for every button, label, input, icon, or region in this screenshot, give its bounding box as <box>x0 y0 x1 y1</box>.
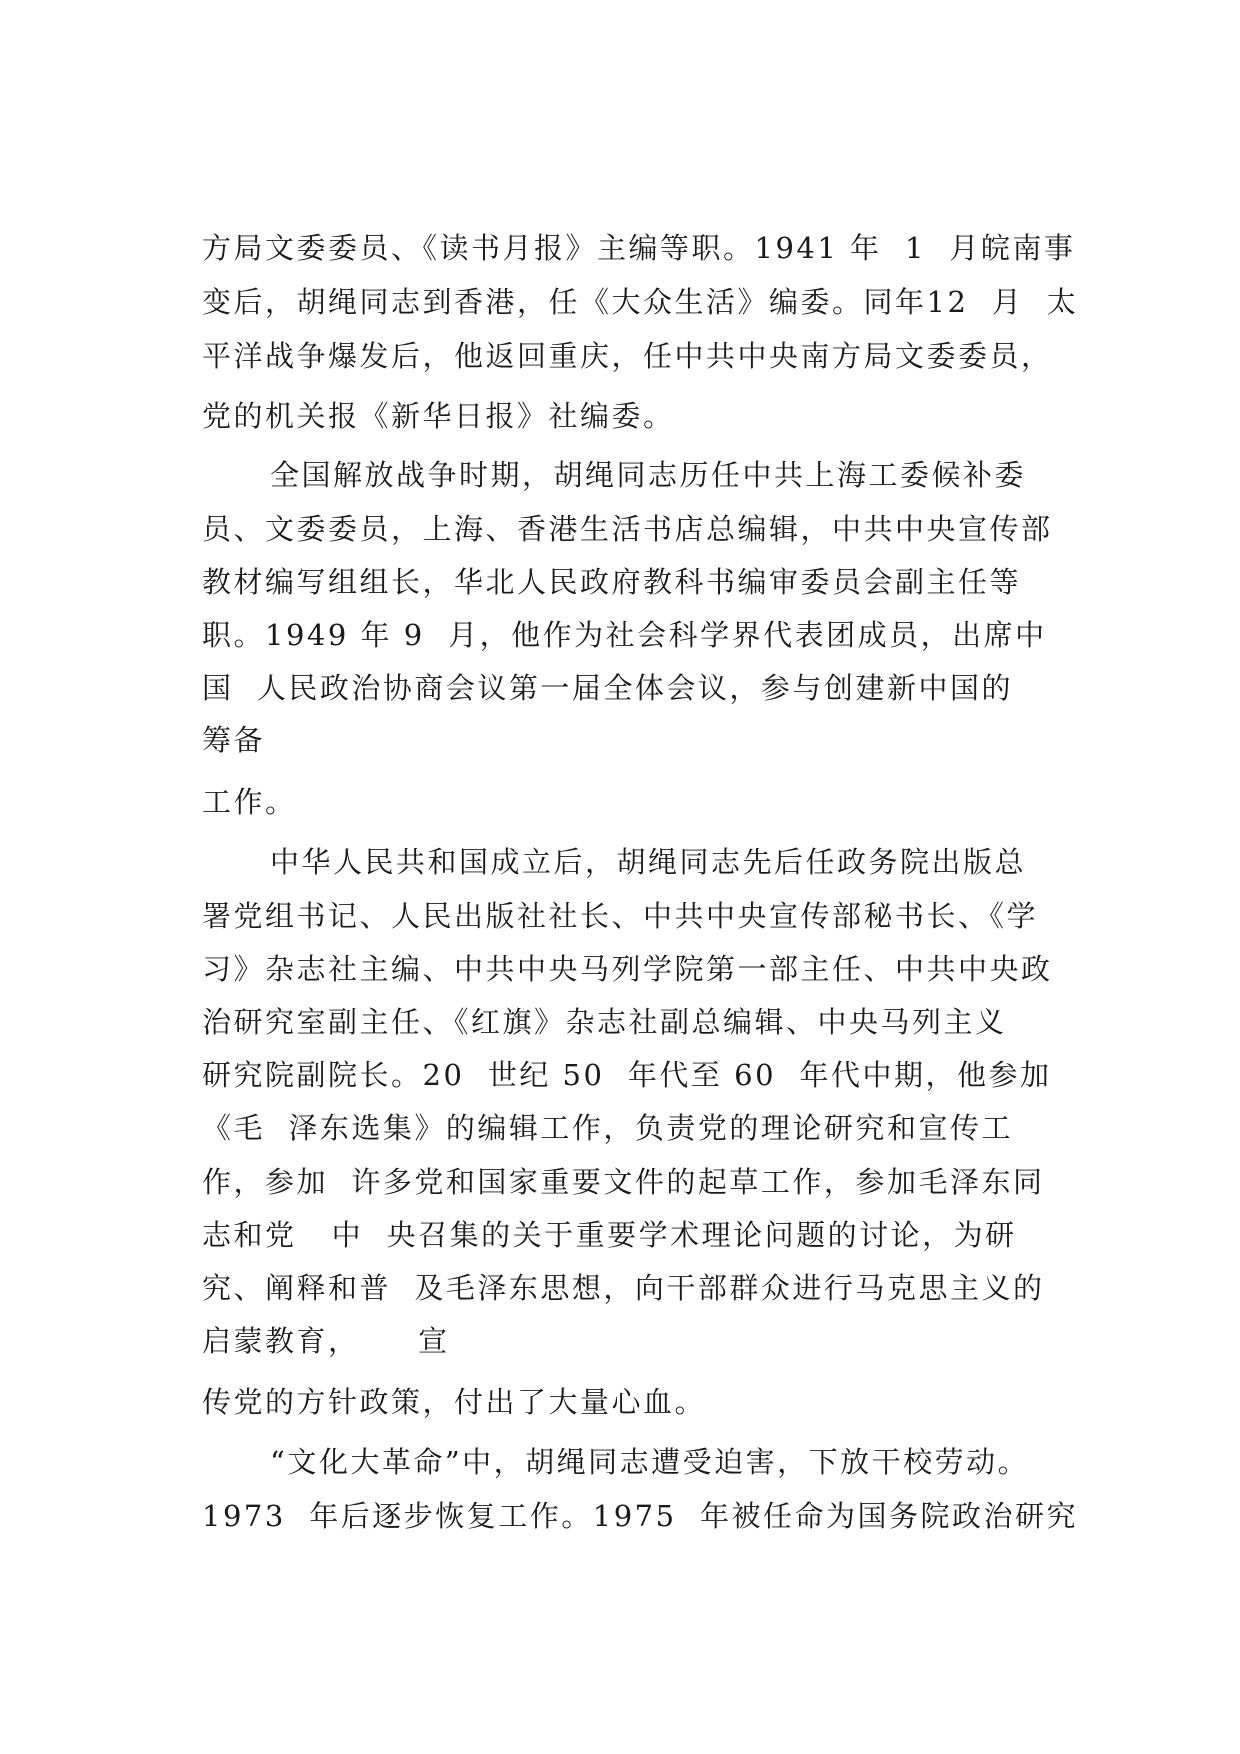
text-line: 署党组书记、人民出版社社长、中共中央宣传部秘书长、《学 <box>202 899 1039 933</box>
paragraph-start-line: 全国解放战争时期，胡绳同志历任中共上海工委候补委 <box>270 458 1027 492</box>
text-line: 工作。 <box>202 785 297 819</box>
text-line: 启蒙教育， 宣 <box>202 1324 450 1358</box>
text-line: 究、阐释和普 及毛泽东思想，向干部群众进行马克思主义的 <box>202 1271 1045 1305</box>
text-line: 1973 年后逐步恢复工作。1975 年被任命为国务院政治研究 <box>202 1499 1078 1533</box>
text-line: 员、文委委员，上海、香港生活书店总编辑，中共中央宣传部 <box>202 512 1053 546</box>
text-line: 变后，胡绳同志到香港，任《大众生活》编委。同年12 月 太 <box>202 285 1079 319</box>
text-line: 治研究室副主任、《红旗》杂志社副总编辑、中央马列主义 <box>202 1005 1007 1039</box>
text-line: 方局文委委员、《读书月报》主编等职。1941 年 1 月皖南事 <box>202 231 1076 265</box>
text-line: 《毛 泽东选集》的编辑工作，负责党的理论研究和宣传工 <box>202 1111 1013 1145</box>
text-line: 筹备 <box>202 723 266 757</box>
text-line: 党的机关报《新华日报》社编委。 <box>202 399 675 433</box>
paragraph-start-line: 中华人民共和国成立后，胡绳同志先后任政务院出版总 <box>270 845 1027 879</box>
text-line: 研究院副院长。20 世纪 50 年代至 60 年代中期，他参加 <box>202 1058 1052 1092</box>
text-line: 习》杂志社主编、中共中央马列学院第一部主任、中共中央政 <box>202 952 1053 986</box>
text-line: 教材编写组组长，华北人民政府教科书编审委员会副主任等 <box>202 565 1022 599</box>
text-line: 志和党 中 央召集的关于重要学术理论问题的讨论，为研 <box>202 1218 1017 1252</box>
text-line: 国 人民政治协商会议第一届全体会议，参与创建新中国的 <box>202 671 1013 705</box>
paragraph-start-line: “文化大革命”中，胡绳同志遭受迫害，下放干校劳动。 <box>270 1445 1030 1479</box>
text-line: 平洋战争爆发后，他返回重庆，任中共中央南方局文委委员， <box>202 339 1053 373</box>
text-line: 传党的方针政策，付出了大量心血。 <box>202 1385 707 1419</box>
text-line: 职。1949 年 9 月，他作为社会科学界代表团成员，出席中 <box>202 618 1047 652</box>
text-line: 作，参加 许多党和国家重要文件的起草工作，参加毛泽东同 <box>202 1165 1045 1199</box>
